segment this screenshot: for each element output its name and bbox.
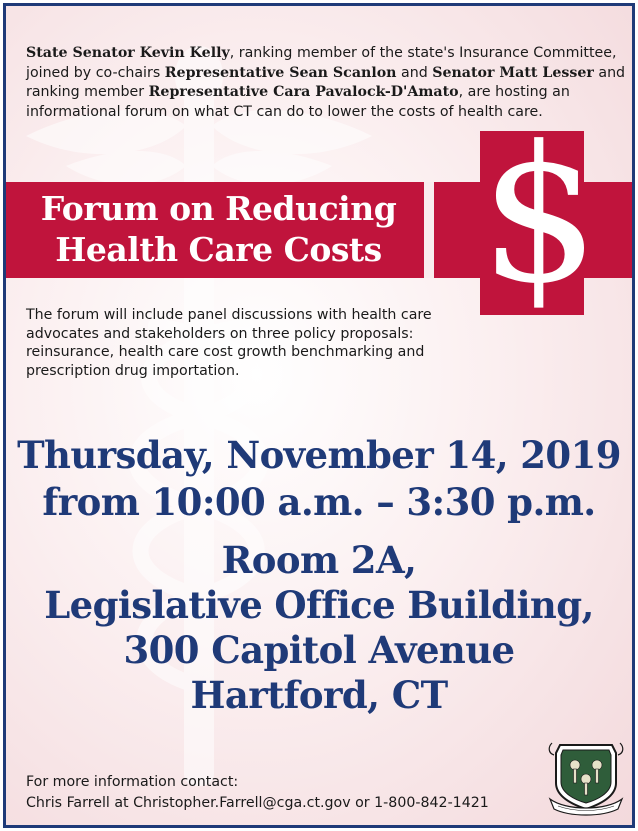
forum-title [16, 188, 421, 270]
contact-info [26, 772, 546, 814]
location-city: Hartford, CT [190, 673, 448, 717]
intro-text-4: , are hosting an informational forum on what CT can do to lower the costs of health care. [26, 84, 570, 120]
sen-lesser: Senator Matt Lesser [432, 64, 594, 81]
rep-pavalock: Representative Cara Pavalock-D'Amato [148, 84, 459, 100]
event-location [6, 538, 632, 718]
banner-divider [424, 182, 434, 278]
contact-heading: For more information contact: [26, 774, 239, 790]
senator-kelly: State Senator Kevin Kelly [26, 45, 230, 61]
title-line-2: Health Care Costs [55, 230, 382, 269]
location-street: 300 Capitol Avenue [123, 628, 515, 672]
intro-text-2: and [396, 64, 433, 81]
event-date: Thursday, November 14, 2019 [17, 433, 621, 477]
panel-description: The forum will include panel discussions with health care advocates and stakeholders on three policy proposals: reinsurance, health care cost growth benchmarking and prescription drug importation. [26, 307, 432, 379]
connecticut-seal-icon [546, 739, 626, 817]
forum-flyer [3, 3, 635, 828]
contact-details: Chris Farrell at Christopher.Farrell@cga.ct.gov or 1-800-842-1421 [26, 795, 489, 811]
intro-text-3: and ranking member [26, 64, 626, 100]
intro-text-1: , ranking member of the state's Insurance Committee, joined by co-chairs [26, 45, 617, 81]
location-room: Room 2A, [221, 538, 417, 582]
dollar-sign-icon: $ [480, 106, 600, 325]
event-time: from 10:00 a.m. – 3:30 p.m. [42, 480, 596, 524]
location-building: Legislative Office Building, [44, 583, 594, 627]
title-line-1: Forum on Reducing [40, 189, 397, 228]
rep-scanlon: Representative Sean Scanlon [164, 64, 397, 81]
